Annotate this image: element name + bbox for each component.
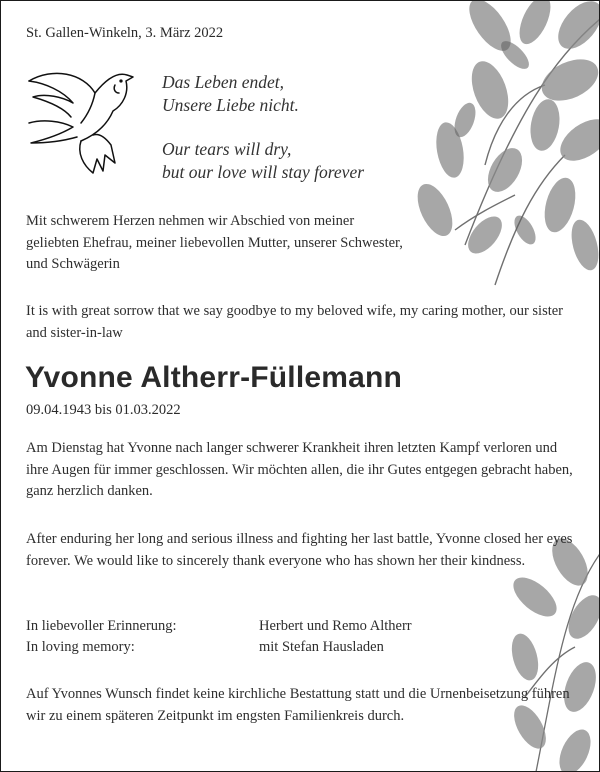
leaves-top-icon [395,0,600,295]
life-dates: 09.04.1943 bis 01.03.2022 [26,402,181,418]
poem-de-line1: Das Leben endet, [162,72,284,92]
message-german: Am Dienstag hat Yvonne nach langer schwerer Krankheit ihren letzten Kampf verloren und ihre Augen für immer geschlossen. Wir möchten allen, die ihr Gutes entgegen gebracht haben, ganz herzlich danken. [26,440,573,499]
poem-english [162,138,364,184]
poem-german [162,71,299,117]
memory-label-english: In loving memory: [26,639,135,655]
memory-label-german: In liebevoller Erinnerung: [26,618,177,634]
intro-english: It is with great sorrow that we say goodbye to my beloved wife, my caring mother, our sister and sister-in-law [26,303,564,341]
deceased-name: Yvonne Altherr-Füllemann [25,361,403,394]
dove-icon [23,63,141,175]
leaves-bottom-icon [495,537,600,772]
intro-german: Mit schwerem Herzen nehmen wir Abschied von meiner geliebten Ehefrau, meiner liebevollen Mutter, unserer Schwester, und Schwägerin [26,213,403,272]
place-date: St. Gallen-Winkeln, 3. März 2022 [26,25,224,41]
mourners-line1: Herbert und Remo Altherr [259,618,412,634]
poem-de-line2: Unsere Liebe nicht. [162,95,299,115]
poem-en-line2: but our love will stay forever [162,162,365,182]
poem-en-line1: Our tears will dry, [162,139,292,159]
closing-note: Auf Yvonnes Wunsch findet keine kirchliche Bestattung statt und die Urnenbeisetzung führen wir zu einem späteren Zeitpunkt im engsten Familienkreis durch. [26,686,570,724]
mourners-line2: mit Stefan Hausladen [259,639,384,655]
message-english: After enduring her long and serious illness and fighting her last battle, Yvonne closed her eyes forever. We would like to sincerely thank everyone who has shown her their kindness. [26,531,573,569]
